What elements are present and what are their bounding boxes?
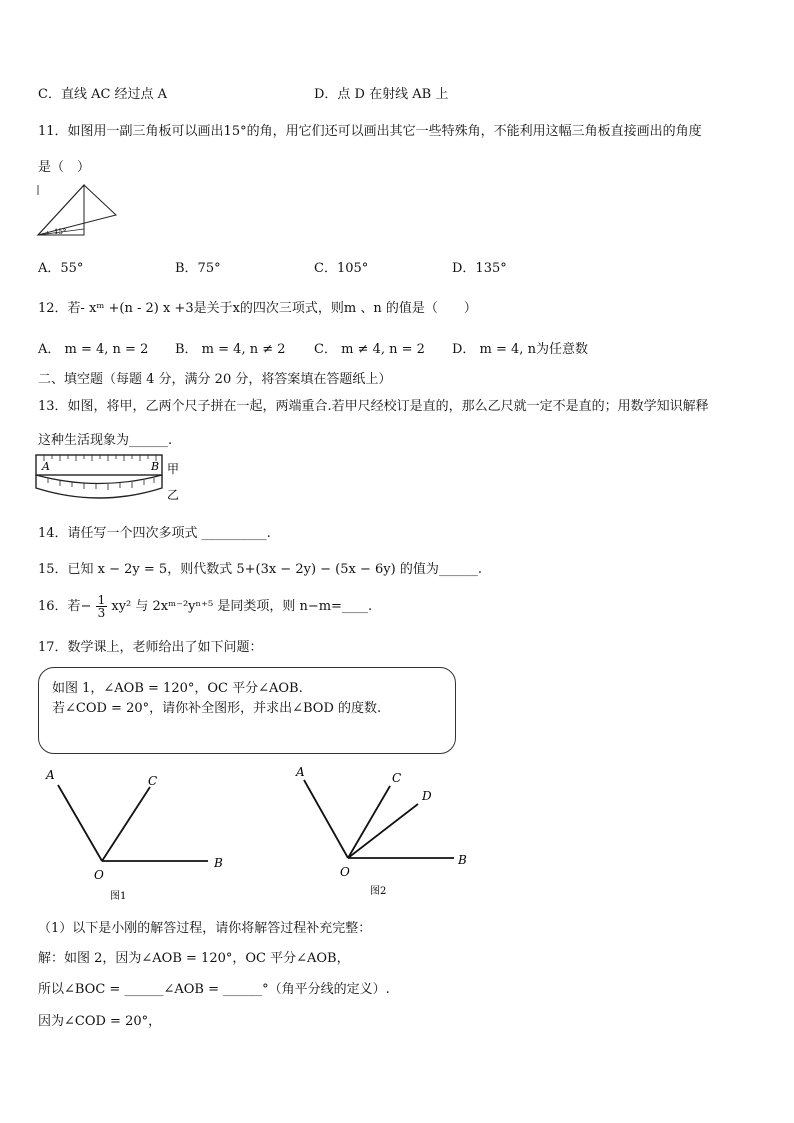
fraction-numerator: 1	[97, 593, 106, 607]
q10-option-c: C．直线 AC 经过点 A	[38, 87, 168, 102]
fig2-label-d: D	[422, 789, 432, 803]
fig1-label-o: O	[94, 868, 104, 882]
q12-stem: 12．若- xᵐ +(n - 2) x +3是关于x的四次三项式，则m 、n 的值是（ ）	[38, 301, 477, 316]
q12-option-d: D． m = 4, n为任意数	[452, 342, 588, 357]
fig2-label-b: B	[458, 853, 467, 867]
q12-option-c: C． m ≠ 4, n = 2	[314, 342, 425, 357]
q13-stem-line2: 这种生活现象为______.	[38, 433, 173, 448]
q11-figure-label: 15°	[54, 228, 67, 236]
q11-option-c: C．105°	[314, 261, 369, 276]
fraction-one-third	[96, 594, 108, 619]
q16-stem	[38, 594, 372, 619]
q14-stem: 14．请任写一个四次多项式 __________.	[38, 526, 271, 541]
q17-solution-line1: 解：如图 2，因为∠AOB = 120°，OC 平分∠AOB，	[38, 951, 350, 966]
q17-part1: （1）以下是小刚的解答过程，请你将解答过程补充完整：	[38, 921, 372, 936]
triangle-ruler-figure	[34, 183, 120, 239]
q16-rest: xy² 与 2xᵐ⁻²yⁿ⁺⁵ 是同类项，则 n−m=____.	[111, 599, 373, 614]
q17-solution-line2: 所以∠BOC = ______∠AOB = ______°（角平分线的定义）.	[38, 982, 390, 997]
fig2-caption: 图2	[370, 886, 387, 897]
fig2-label-a: A	[296, 765, 305, 779]
figure-1	[40, 765, 240, 905]
q11-stem-line1: 11．如图用一副三角板可以画出15°的角，用它们还可以画出其它一些特殊角，不能利用这幅三角板直接画出的角度	[38, 124, 702, 139]
q13-label-a: A	[42, 460, 50, 473]
fig1-caption: 图1	[110, 891, 127, 902]
problem-box-line1: 如图 1，∠AOB = 120°，OC 平分∠AOB.	[52, 681, 303, 696]
q12-option-b: B． m = 4, n ≠ 2	[175, 342, 286, 357]
fig1-label-a: A	[46, 768, 55, 782]
q10-option-d: D．点 D 在射线 AB 上	[314, 87, 449, 102]
q11-option-b: B．75°	[175, 261, 221, 276]
q12-option-a: A． m = 4, n = 2	[38, 342, 149, 357]
fig1-label-b: B	[214, 856, 223, 870]
figure-2	[288, 760, 488, 900]
fig2-label-o: O	[340, 865, 350, 879]
q17-stem: 17．数学课上，老师给出了如下问题：	[38, 640, 263, 655]
q11-option-d: D．135°	[452, 261, 507, 276]
fraction-denominator: 3	[97, 606, 106, 620]
problem-box-line2: 若∠COD = 20°，请你补全图形，并求出∠BOD 的度数.	[52, 701, 382, 716]
q17-solution-line3: 因为∠COD = 20°，	[38, 1014, 162, 1029]
q11-option-a: A．55°	[38, 261, 84, 276]
q13-label-b: B	[151, 460, 160, 473]
q11-stem-line2: 是（ ）	[38, 160, 91, 175]
q16-prefix: 16．若−	[38, 599, 92, 614]
ruler-jia-label: 甲	[167, 462, 180, 476]
section-heading: 二、填空题（每题 4 分，满分 20 分，将答案填在答题纸上）	[38, 372, 392, 387]
fig1-label-c: C	[148, 774, 158, 788]
two-rulers-figure	[34, 452, 184, 504]
ruler-yi-label: 乙	[167, 488, 180, 502]
q13-stem-line1: 13．如图，将甲，乙两个尺子拼在一起，两端重合.若甲尺经校订是直的，那么乙尺就一定不是直的；用数学知识解释	[38, 399, 709, 414]
fig2-label-c: C	[392, 771, 402, 785]
q15-stem: 15．已知 x − 2y = 5，则代数式 5+(3x − 2y) − (5x − 6y) 的值为______.	[38, 562, 482, 577]
